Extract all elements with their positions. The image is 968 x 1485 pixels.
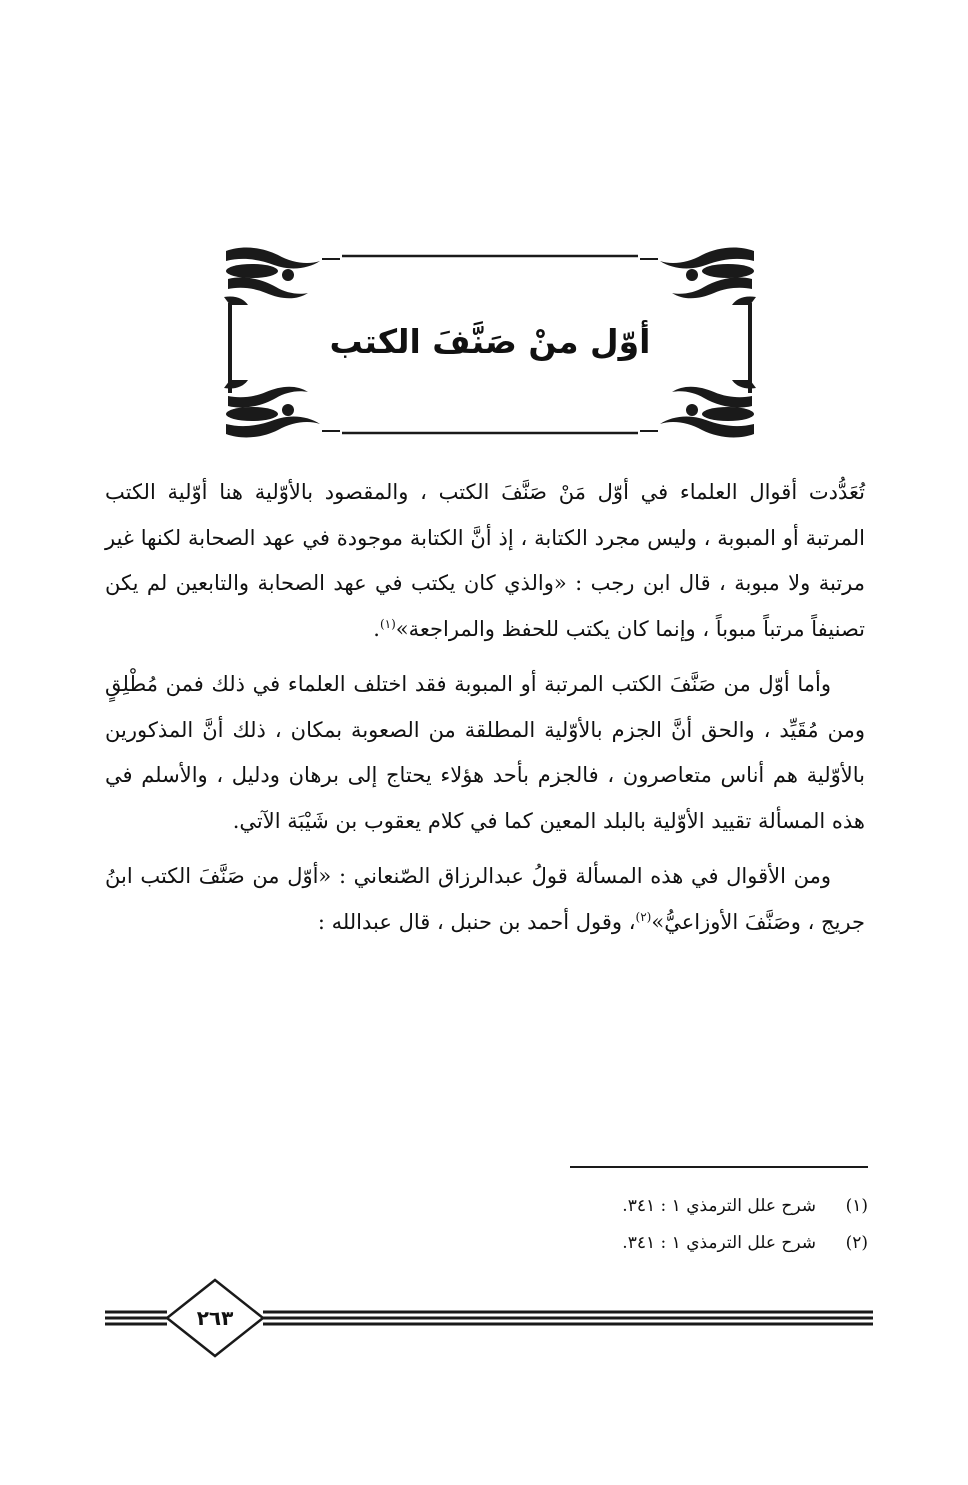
paragraph-text-tail: .: [373, 616, 380, 641]
footnote-item: [400, 1188, 868, 1225]
footnote-reference[interactable]: (٢): [635, 909, 652, 924]
body-paragraph: [105, 470, 865, 652]
body-paragraph: [105, 662, 865, 844]
body-text: [105, 470, 865, 955]
chapter-title-frame: [222, 245, 758, 440]
page-number: ٢٦٣: [196, 1306, 234, 1330]
footnote-number: (٢): [845, 1233, 868, 1253]
footnote-text: شرح علل الترمذي ١ : ٣٤١.: [622, 1196, 816, 1216]
corner-ornament-top-left: [224, 248, 320, 305]
footnotes: [400, 1188, 868, 1262]
paragraph-text-tail: ، وقول أحمد بن حنبل ، قال عبدالله :: [317, 909, 636, 934]
footnote-number: (١): [845, 1196, 868, 1216]
corner-ornament-top-right: [660, 248, 756, 305]
footnote-reference[interactable]: (١): [379, 616, 396, 631]
page-number-ornament: [105, 1278, 873, 1358]
paragraph-text: ومن الأقوال في هذه المسألة قولُ عبدالرزاق الصّنعاني : «أوّل من صَنَّفَ الكتب ابنُ جريج ، وصَنَّفَ الأوزاعيُّ»: [105, 864, 865, 934]
chapter-title: أوّل منْ صَنَّفَ الكتب: [329, 322, 651, 361]
footnote-item: [400, 1225, 868, 1262]
corner-ornament-bottom-left: [224, 380, 320, 437]
footnote-separator: [570, 1166, 868, 1168]
paragraph-text: تُعَدُّدت أقوال العلماء في أوّل مَنْ صَنَّفَ الكتب ، والمقصود بالأوّلية هنا أوّلية الكتب المرتبة أو المبوبة ، وليس مجرد الكتابة ، إذ أنَّ الكتابة موجودة في عهد الصحابة لكنها غير مرتبة ولا مبوبة ، قال ابن رجب : «والذي كان يكتب في عهد الصحابة والتابعين لم يكن تصنيفاً مرتباً مبوباً ، وإنما كان يكتب للحفظ والمراجعة»: [105, 480, 865, 641]
paragraph-text: وأما أوّل من صَنَّفَ الكتب المرتبة أو المبوبة فقد اختلف العلماء في ذلك فمن مُطْلِقٍ ومن مُقَيِّد ، والحق أنَّ الجزم بالأوّلية المطلقة من الصعوبة بمكان ، ذلك أنَّ المذكورين بالأوّلية هم أناس متعاصرون ، فالجزم بأحد هؤلاء يحتاج إلى برهان ودليل ، والأسلم في هذه المسألة تقييد الأوّلية بالبلد المعين كما في كلام يعقوب بن شَيْبَة الآتي.: [105, 672, 865, 833]
corner-ornament-bottom-right: [660, 380, 756, 437]
body-paragraph: [105, 854, 865, 945]
footnote-text: شرح علل الترمذي ١ : ٣٤١.: [622, 1233, 816, 1253]
